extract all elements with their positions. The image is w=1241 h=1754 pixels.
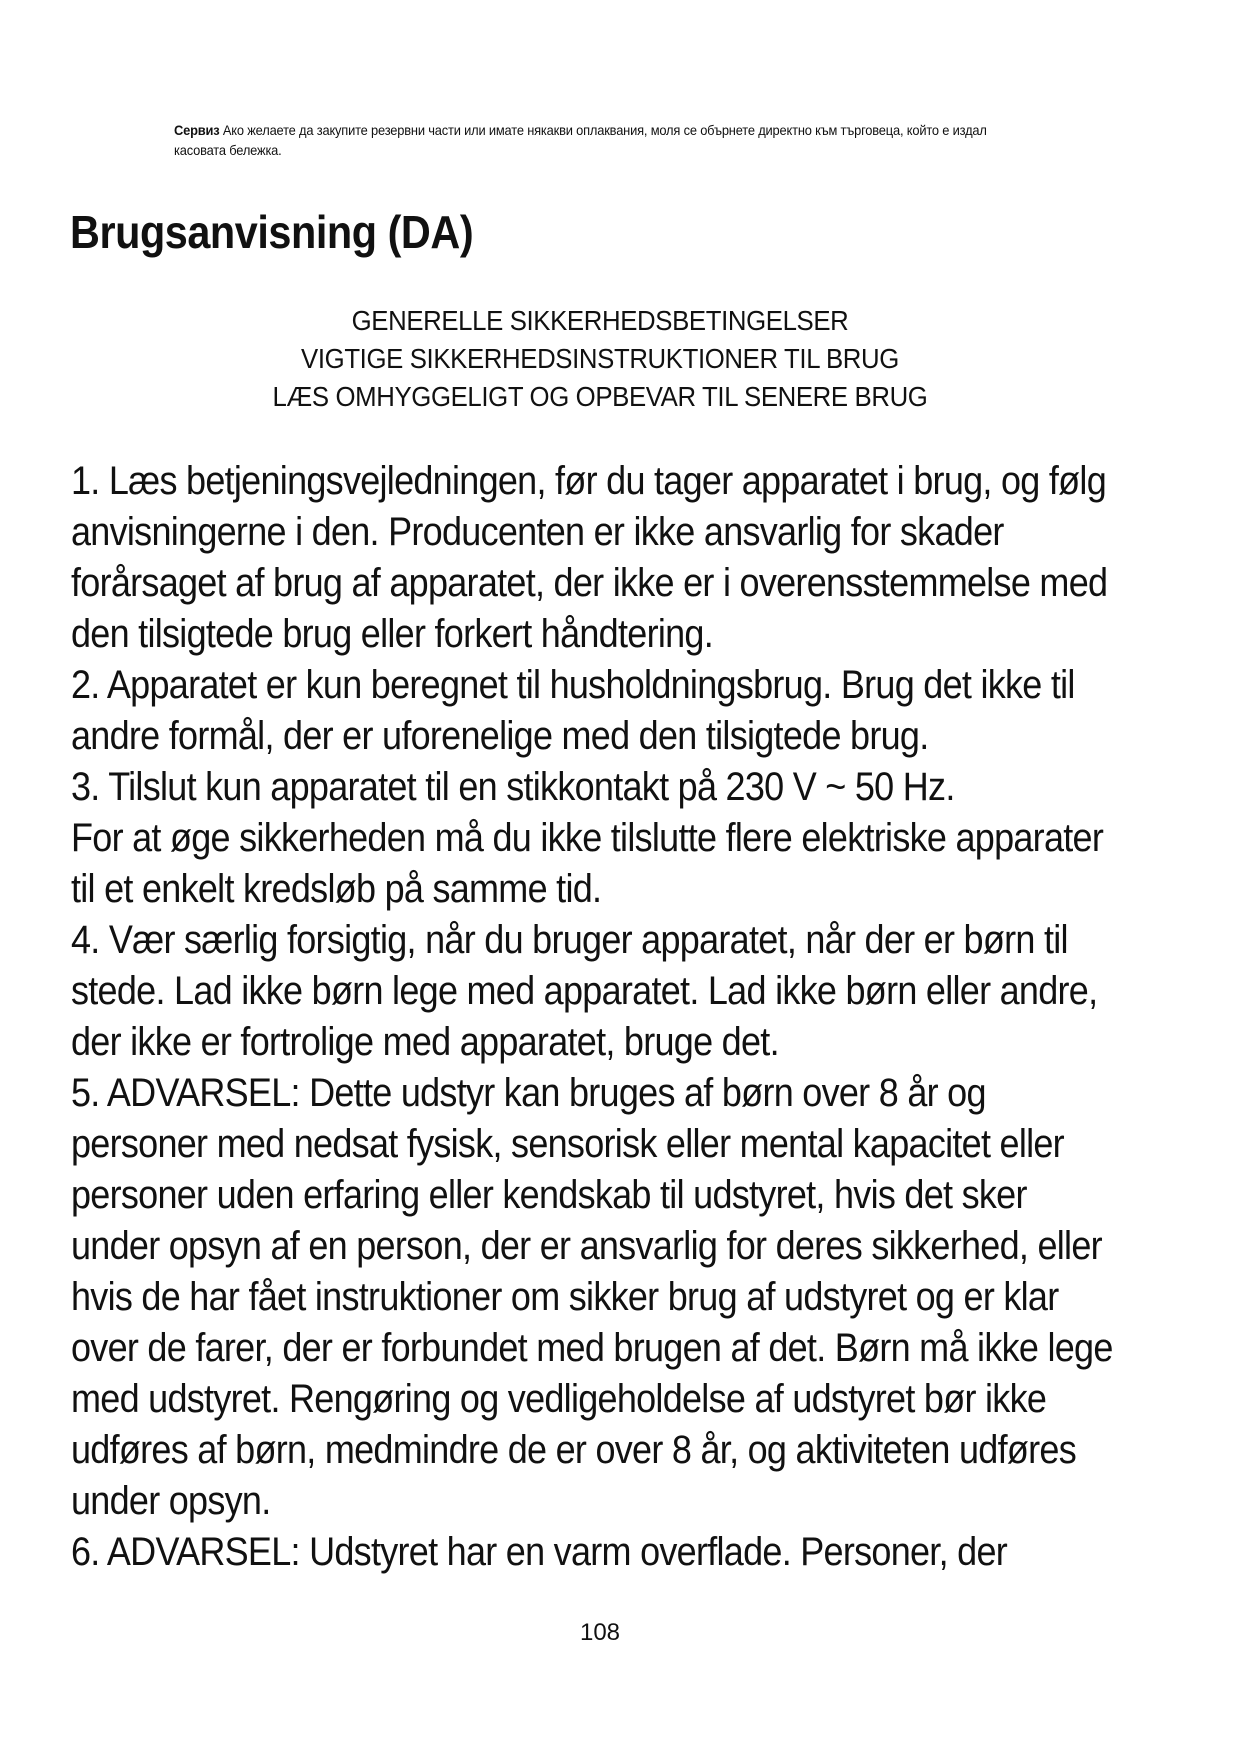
instruction-3: 3. Tilslut kun apparatet til en stikkontakt på 230 V ~ 50 Hz.: [71, 765, 955, 809]
safety-headings: [0, 302, 1200, 416]
safety-heading-general: GENERELLE SIKKERHEDSBETINGELSER: [351, 305, 849, 336]
instruction-1: 1. Læs betjeningsvejledningen, før du tager apparatet i brug, og følg anvisningerne i den. Producenten er ikke ansvarlig for skader forårsaget af brug af apparatet, der ikke er i overensstemmelse med den tilsigtede brug eller forkert håndtering.: [71, 459, 1108, 656]
service-note: [174, 120, 1020, 160]
instruction-4: 4. Vær særlig forsigtig, når du bruger apparatet, når der er børn til stede. Lad ikke børn lege med apparatet. Lad ikke børn eller andre, der ikke er fortrolige med apparatet, bruge det.: [71, 918, 1098, 1064]
safety-heading-read-carefully: LÆS OMHYGGELIGT OG OPBEVAR TIL SENERE BRUG: [272, 381, 928, 412]
page-title: Brugsanvisning (DA): [70, 206, 474, 258]
instructions-list: [71, 456, 1115, 1578]
instruction-2: 2. Apparatet er kun beregnet til husholdningsbrug. Brug det ikke til andre formål, der er uforenelige med den tilsigtede brug.: [71, 663, 1075, 758]
instruction-5: 5. ADVARSEL: Dette udstyr kan bruges af børn over 8 år og personer med nedsat fysisk, sensorisk eller mental kapacitet eller personer uden erfaring eller kendskab til udstyret, hvis det sker under opsyn af en person, der er ansvarlig for deres sikkerhed, eller hvis de har fået instruktioner om sikker brug af udstyret og er klar over de farer, der er forbundet med brugen af det. Børn må ikke lege med udstyret. Rengøring og vedligeholdelse af udstyret bør ikke udføres af børn, medmindre de er over 8 år, og aktiviteten udføres under opsyn.: [71, 1071, 1113, 1523]
service-note-text: Ако желаете да закупите резервни части или имате някакви оплаквания, моля се обърнете директно към търговеца, който е издал касовата бележка.: [174, 122, 987, 158]
safety-heading-important: VIGTIGE SIKKERHEDSINSTRUKTIONER TIL BRUG: [301, 343, 899, 374]
instruction-3-continued: For at øge sikkerheden må du ikke tilslutte flere elektriske apparater til et enkelt kredsløb på samme tid.: [71, 816, 1104, 911]
service-note-label: Сервиз: [174, 122, 220, 138]
page-number: 108: [579, 1619, 621, 1646]
instruction-6: 6. ADVARSEL: Udstyret har en varm overflade. Personer, der: [71, 1530, 1008, 1574]
